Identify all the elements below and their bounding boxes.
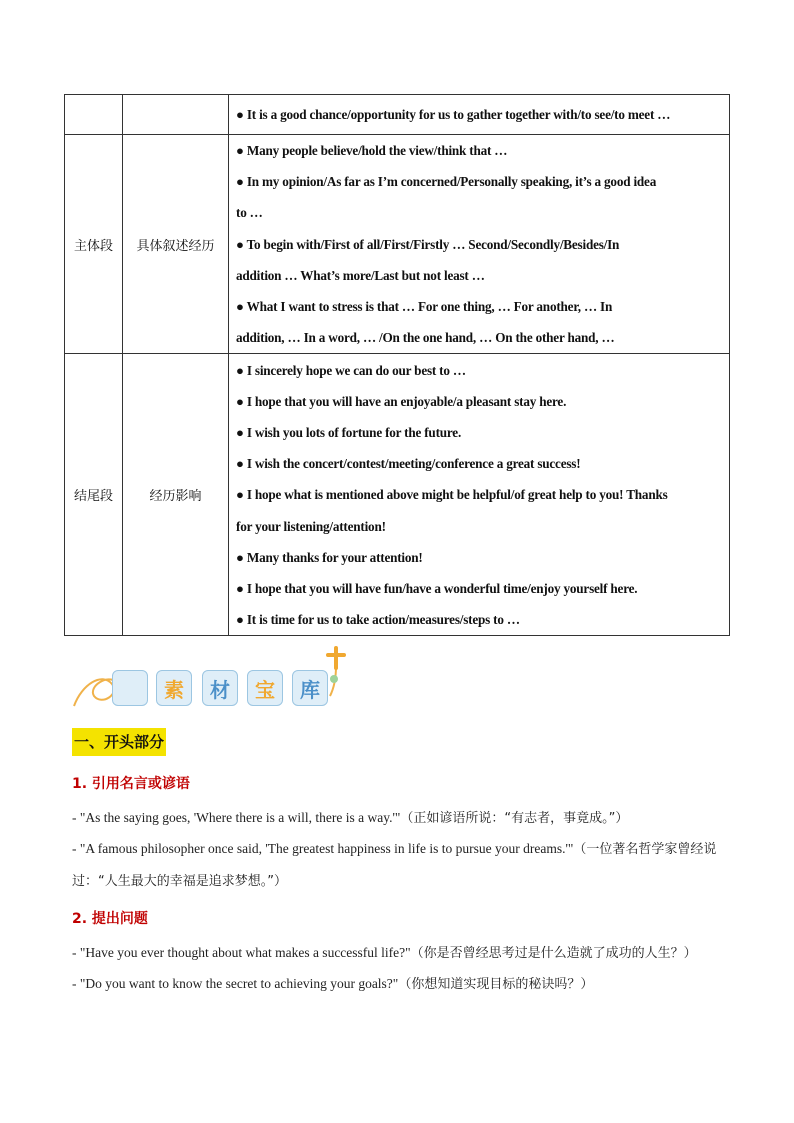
tile-char-3 (247, 670, 283, 706)
phrase-line: addition, … In a word, … /On the one hand, … On the other hand, … (236, 330, 615, 346)
tile-char: 素 (164, 677, 184, 702)
paragraph-cn: （你想知道实现目标的秘诀吗？） (398, 977, 594, 992)
paragraph (72, 937, 728, 969)
paragraph-en: - "As the saying goes, 'Where there is a will, there is a way.'" (72, 810, 401, 825)
phrase-line: ● It is time for us to take action/measures/steps to … (236, 612, 520, 628)
phrases-cell (229, 95, 730, 135)
paragraph (72, 833, 728, 897)
phrase-line: ● I hope what is mentioned above might be helpful/of great help to you! Thanks (236, 487, 668, 503)
table-row (65, 135, 730, 354)
tile-char: 库 (300, 677, 320, 702)
phrase-line: ● I wish you lots of fortune for the future. (236, 424, 462, 440)
section-cell: 主体段 (65, 135, 123, 354)
phrases-cell (229, 354, 730, 636)
phrases-cell (229, 135, 730, 354)
paragraph (72, 802, 728, 834)
paragraph (72, 968, 728, 1000)
phrase-line: ● I wish the concert/contest/meeting/conference a great success! (236, 456, 581, 472)
material-library-banner (72, 644, 362, 714)
phrase-line: ● I hope that you will have an enjoyable/a pleasant stay here. (236, 393, 567, 409)
section-cell (65, 95, 123, 135)
phrase-line: ● I sincerely hope we can do our best to … (236, 362, 466, 378)
content-cell (123, 95, 229, 135)
phrase-line: for your listening/attention! (236, 518, 386, 534)
paragraph-cn: （你是否曾经思考过是什么造就了成功的人生？） (410, 946, 697, 961)
tile-char: 材 (210, 677, 230, 702)
paragraph-en: - "Have you ever thought about what makes a successful life?" (72, 945, 411, 960)
tile-char-1 (156, 670, 192, 706)
tile-char-2 (202, 670, 238, 706)
subheading-quote: 1. 引用名言或谚语 (72, 776, 190, 792)
section-heading: 一、开头部分 (72, 728, 166, 756)
template-table (64, 94, 730, 636)
phrase-line: ● Many thanks for your attention! (236, 549, 423, 565)
paragraph-cn: （一位著名哲学家曾经说过：“人生最大的幸福是追求梦想。”） (72, 842, 717, 889)
paragraph-cn: （正如谚语所说：“有志者，事竟成。”） (400, 811, 629, 826)
phrase-line: ● To begin with/First of all/First/Firstly … Second/Secondly/Besides/In (236, 236, 620, 252)
tile-char-4 (292, 670, 328, 706)
paragraph-en: - "A famous philosopher once said, 'The greatest happiness in life is to pursue your dreams.'" (72, 841, 574, 856)
subheading-question: 2. 提出问题 (72, 911, 148, 927)
tile-char: 宝 (255, 677, 275, 702)
phrase-line: ● In my opinion/As far as I’m concerned/Personally speaking, it’s a good idea (236, 174, 657, 190)
table-row (65, 95, 730, 135)
plus-icon (328, 648, 344, 668)
phrase-line: ● It is a good chance/opportunity for us to gather together with/to see/to meet … (236, 106, 671, 122)
phrase-line: ● Many people believe/hold the view/think that … (236, 143, 508, 158)
phrase-line: ● I hope that you will have fun/have a wonderful time/enjoy yourself here. (236, 580, 638, 596)
section-cell: 结尾段 (65, 354, 123, 636)
content-cell: 经历影响 (123, 354, 229, 636)
phrase-line: to … (236, 205, 263, 221)
content-cell: 具体叙述经历 (123, 135, 229, 354)
phrase-line: addition … What’s more/Last but not least … (236, 267, 485, 283)
phrase-line: ● What I want to stress is that … For one thing, … For another, … In (236, 299, 613, 315)
tile-ball (112, 670, 148, 706)
paragraph-en: - "Do you want to know the secret to achieving your goals?" (72, 976, 399, 991)
table-row (65, 354, 730, 636)
